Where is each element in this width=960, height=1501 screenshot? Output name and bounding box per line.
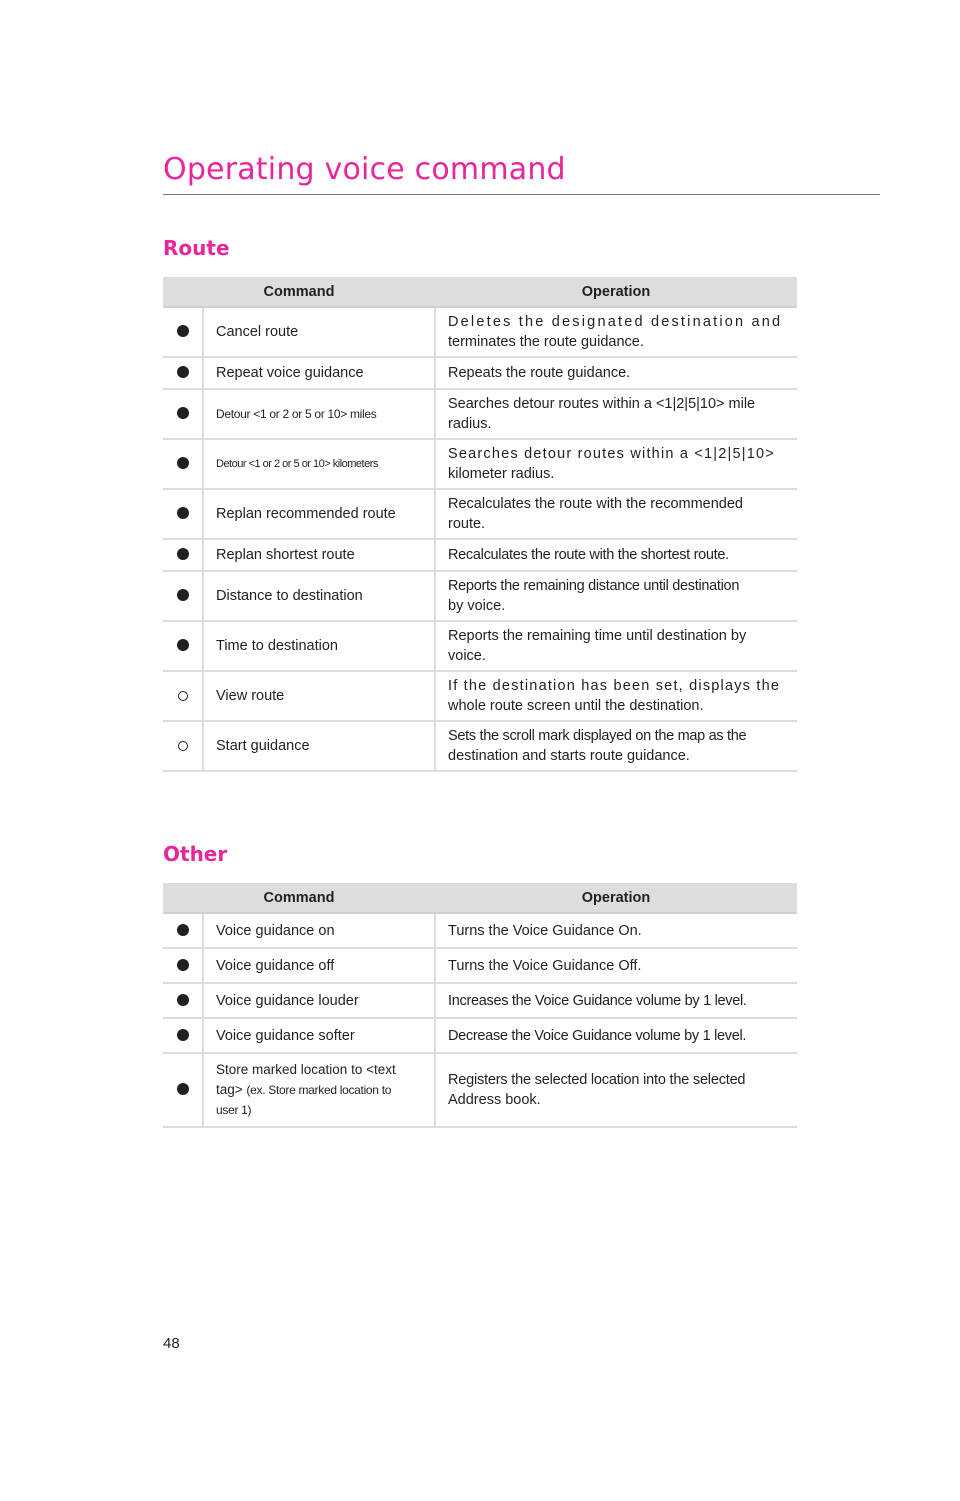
- page-number: 48: [163, 1335, 180, 1352]
- operation-cell: Reports the remaining distance until destination by voice.: [435, 571, 797, 621]
- operation-cell: Searches detour routes within a <1|2|5|10> kilometer radius.: [435, 439, 797, 489]
- filled-bullet-icon: [177, 548, 189, 560]
- operation-cell: Repeats the route guidance.: [435, 357, 797, 389]
- filled-bullet-icon: [177, 994, 189, 1006]
- table-row: [163, 671, 797, 721]
- command-cell: Voice guidance softer: [203, 1018, 435, 1053]
- command-cell: View route: [203, 671, 435, 721]
- table-row: [163, 983, 797, 1018]
- command-cell: Repeat voice guidance: [203, 357, 435, 389]
- operation-cell: Sets the scroll mark displayed on the map as the destination and starts route guidance.: [435, 721, 797, 771]
- table-row: [163, 948, 797, 983]
- operation-cell: Turns the Voice Guidance Off.: [435, 948, 797, 983]
- operation-cell: Deletes the designated destination and terminates the route guidance.: [435, 307, 797, 357]
- other-heading: Other: [163, 842, 228, 866]
- other-table: [163, 883, 797, 1128]
- other-header-operation: Operation: [435, 883, 797, 913]
- filled-bullet-icon: [177, 325, 189, 337]
- filled-bullet-icon: [177, 457, 189, 469]
- filled-bullet-icon: [177, 407, 189, 419]
- filled-bullet-icon: [177, 1029, 189, 1041]
- table-row: [163, 357, 797, 389]
- table-row: [163, 307, 797, 357]
- table-row: [163, 1018, 797, 1053]
- filled-bullet-icon: [177, 366, 189, 378]
- table-row: [163, 389, 797, 439]
- command-cell: Voice guidance louder: [203, 983, 435, 1018]
- command-cell: Store marked location to <text tag> (ex. Store marked location to user 1): [203, 1053, 435, 1127]
- command-cell: Detour <1 or 2 or 5 or 10> miles: [203, 389, 435, 439]
- command-cell: Distance to destination: [203, 571, 435, 621]
- operation-cell: Turns the Voice Guidance On.: [435, 913, 797, 948]
- other-header-row: [163, 883, 797, 913]
- operation-cell: Searches detour routes within a <1|2|5|10> mile radius.: [435, 389, 797, 439]
- filled-bullet-icon: [177, 959, 189, 971]
- table-row: [163, 571, 797, 621]
- command-cell: Detour <1 or 2 or 5 or 10> kilometers: [203, 439, 435, 489]
- operation-cell: Registers the selected location into the selected Address book.: [435, 1053, 797, 1127]
- command-cell: Voice guidance on: [203, 913, 435, 948]
- command-cell: Voice guidance off: [203, 948, 435, 983]
- operation-cell: Increases the Voice Guidance volume by 1 level.: [435, 983, 797, 1018]
- table-row: [163, 539, 797, 571]
- filled-bullet-icon: [177, 1083, 189, 1095]
- table-row: [163, 439, 797, 489]
- filled-bullet-icon: [177, 639, 189, 651]
- command-cell: Cancel route: [203, 307, 435, 357]
- filled-bullet-icon: [177, 589, 189, 601]
- filled-bullet-icon: [177, 507, 189, 519]
- table-row: [163, 621, 797, 671]
- command-cell: Start guidance: [203, 721, 435, 771]
- route-header-command: Command: [163, 277, 435, 307]
- table-row: [163, 721, 797, 771]
- command-cell: Replan recommended route: [203, 489, 435, 539]
- operation-cell: Decrease the Voice Guidance volume by 1 level.: [435, 1018, 797, 1053]
- command-cell: Time to destination: [203, 621, 435, 671]
- operation-cell: Reports the remaining time until destination by voice.: [435, 621, 797, 671]
- route-table: [163, 277, 797, 772]
- table-row: [163, 489, 797, 539]
- command-cell: Replan shortest route: [203, 539, 435, 571]
- route-heading: Route: [163, 236, 230, 260]
- title-rule: [163, 194, 880, 195]
- operation-cell: Recalculates the route with the shortest route.: [435, 539, 797, 571]
- operation-cell: If the destination has been set, displays the whole route screen until the destination.: [435, 671, 797, 721]
- hollow-bullet-icon: [178, 691, 188, 701]
- other-header-command: Command: [163, 883, 435, 913]
- filled-bullet-icon: [177, 924, 189, 936]
- route-header-row: [163, 277, 797, 307]
- operation-cell: Recalculates the route with the recommended route.: [435, 489, 797, 539]
- hollow-bullet-icon: [178, 741, 188, 751]
- table-row: [163, 1053, 797, 1127]
- table-row: [163, 913, 797, 948]
- page-title: Operating voice command: [163, 152, 566, 187]
- route-header-operation: Operation: [435, 277, 797, 307]
